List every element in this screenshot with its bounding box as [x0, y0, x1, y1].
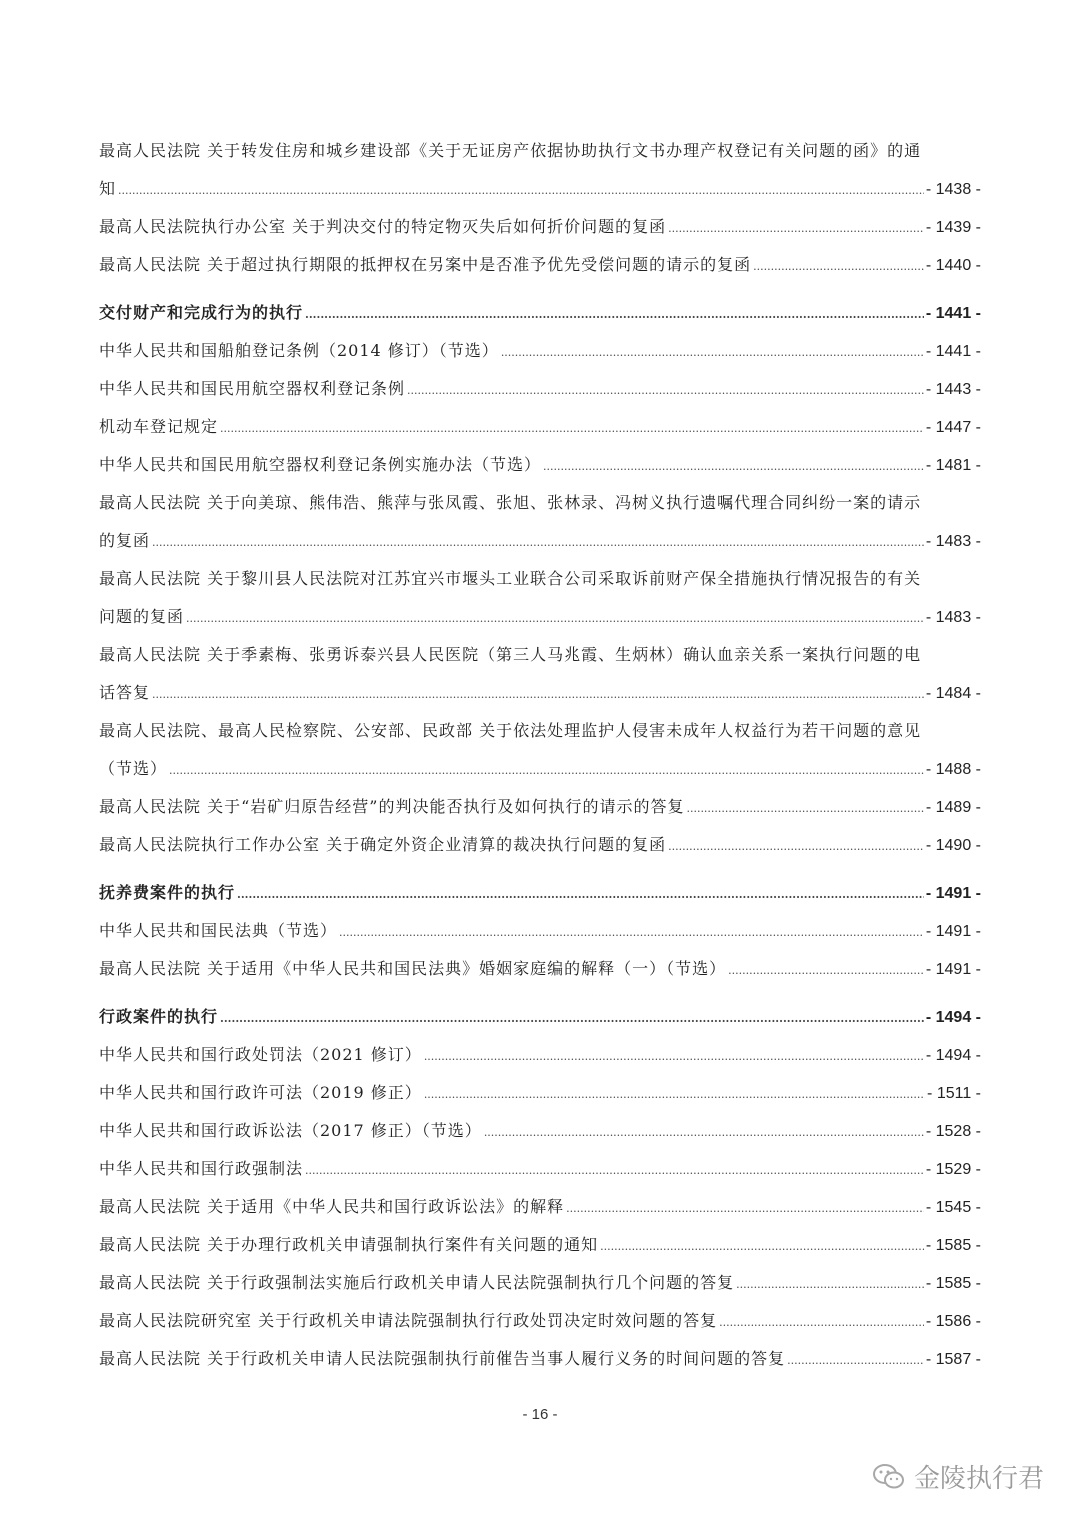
toc-entry[interactable] — [99, 1112, 981, 1150]
toc-entry-row — [99, 170, 981, 208]
toc-entry-title: 最高人民法院 关于向美琼、熊伟浩、熊萍与张凤霞、张旭、张林录、冯树义执行遗嘱代理合同纠纷一案的请示 — [99, 493, 922, 512]
toc-entry-title: 最高人民法院 关于行政强制法实施后行政机关申请人民法院强制执行几个问题的答复 — [99, 1273, 735, 1292]
dot-leader — [686, 788, 923, 828]
dot-leader — [424, 1036, 924, 1076]
wechat-icon — [872, 1462, 906, 1492]
toc-entry[interactable] — [99, 1340, 981, 1378]
dot-leader — [566, 1188, 924, 1228]
toc-entry-row — [99, 912, 981, 950]
toc-entry[interactable] — [99, 636, 981, 712]
dot-leader — [152, 674, 924, 714]
toc-entry-title-continued: 知 — [99, 179, 117, 198]
toc-entry-title-continued: 的复函 — [99, 531, 151, 550]
toc-entry-title: 中华人民共和国民法典（节选） — [99, 921, 338, 940]
dot-leader — [186, 598, 924, 638]
toc-entry[interactable] — [99, 1188, 981, 1226]
toc-page-number: - 1438 - — [925, 181, 981, 198]
dot-leader — [305, 1150, 924, 1190]
toc-entry[interactable] — [99, 332, 981, 370]
toc-page-number: - 1481 - — [925, 457, 981, 474]
toc-entry[interactable] — [99, 826, 981, 864]
toc-entry-title: 中华人民共和国行政强制法 — [99, 1159, 304, 1178]
toc-page-number: - 1483 - — [925, 533, 981, 550]
toc-entry[interactable] — [99, 132, 981, 208]
toc-entry-title: 最高人民法院 关于行政机关申请人民法院强制执行前催告当事人履行义务的时间问题的答复 — [99, 1349, 786, 1368]
toc-entry-title: 最高人民法院执行办公室 关于判决交付的特定物灭失后如何折价问题的复函 — [99, 217, 667, 236]
toc-page-number: - 1587 - — [925, 1351, 981, 1368]
toc-entry-row — [99, 1036, 981, 1074]
toc-entry-title: 最高人民法院 关于“岩矿归原告经营”的判决能否执行及如何执行的请示的答复 — [99, 797, 685, 816]
toc-entry-row — [99, 332, 981, 370]
toc-page-number: - 1585 - — [925, 1275, 981, 1292]
toc-entry-title: 最高人民法院 关于适用《中华人民共和国行政诉讼法》的解释 — [99, 1197, 565, 1216]
toc-page-number: - 1545 - — [925, 1199, 981, 1216]
dot-leader — [668, 208, 924, 248]
dot-leader — [118, 170, 924, 210]
dot-leader — [668, 826, 924, 866]
toc-page-number: - 1441 - — [925, 305, 981, 322]
toc-entry-title: 机动车登记规定 — [99, 417, 219, 436]
dot-leader — [501, 332, 924, 372]
toc-entry[interactable] — [99, 1226, 981, 1264]
toc-entry-title: 中华人民共和国船舶登记条例（2014 修订）（节选） — [99, 341, 499, 360]
toc-entry-title: 最高人民法院 关于办理行政机关申请强制执行案件有关问题的通知 — [99, 1235, 599, 1254]
toc-entry-title: 中华人民共和国行政处罚法（2021 修订） — [99, 1045, 422, 1064]
toc-entry[interactable] — [99, 1264, 981, 1302]
toc-entry-row — [99, 446, 981, 484]
toc-entry[interactable] — [99, 246, 981, 284]
watermark — [872, 1458, 1044, 1495]
toc-entry-title: 最高人民法院 关于季素梅、张勇诉泰兴县人民医院（第三人马兆霞、生炳林）确认血亲关系一案执行问题的电 — [99, 645, 922, 664]
toc-page-number: - 1441 - — [925, 343, 981, 360]
toc-entry-title: 最高人民法院 关于超过执行期限的抵押权在另案中是否准予优先受偿问题的请示的复函 — [99, 255, 752, 274]
toc-page-number: - 1483 - — [925, 609, 981, 626]
dot-leader — [152, 522, 924, 562]
toc-entry-title-continued: （节选） — [99, 759, 168, 778]
toc-entry-row — [99, 294, 981, 332]
toc-entry-title: 最高人民法院研究室 关于行政机关申请法院强制执行行政处罚决定时效问题的答复 — [99, 1311, 718, 1330]
toc-entry-row — [99, 998, 981, 1036]
dot-leader — [484, 1112, 924, 1152]
toc-entry-title: 交付财产和完成行为的执行 — [99, 303, 304, 322]
dot-leader — [600, 1226, 924, 1266]
toc-entry-row — [99, 826, 981, 864]
toc-page-number: - 1443 - — [925, 381, 981, 398]
toc-entry[interactable] — [99, 484, 981, 560]
dot-leader — [728, 950, 924, 990]
toc-entry[interactable] — [99, 950, 981, 988]
toc-entry-row — [99, 1188, 981, 1226]
toc-page-number: - 1528 - — [925, 1123, 981, 1140]
page-number: - 16 - — [522, 1406, 558, 1423]
toc-page-number: - 1586 - — [925, 1313, 981, 1330]
toc-section-heading[interactable] — [99, 874, 981, 912]
toc-entry-title-continued: 问题的复函 — [99, 607, 185, 626]
toc-entry-row — [99, 522, 981, 560]
toc-entry-row — [99, 1264, 981, 1302]
toc-page-number: - 1440 - — [925, 257, 981, 274]
dot-leader — [169, 750, 924, 790]
toc-entry[interactable] — [99, 560, 981, 636]
toc-entry-row — [99, 1074, 981, 1112]
toc-page-number: - 1494 - — [925, 1009, 981, 1026]
toc-entry-title-continued: 话答复 — [99, 683, 151, 702]
toc-page-number: - 1529 - — [925, 1161, 981, 1178]
toc-entry-row — [99, 598, 981, 636]
dot-leader — [305, 294, 924, 334]
toc-section-heading[interactable] — [99, 998, 981, 1036]
toc-page-number: - 1491 - — [925, 961, 981, 978]
toc-entry-row — [99, 1340, 981, 1378]
toc-entry-row — [99, 408, 981, 446]
dot-leader — [719, 1302, 924, 1342]
toc-page-number: - 1491 - — [925, 923, 981, 940]
table-of-contents — [99, 132, 981, 1378]
dot-leader — [753, 246, 924, 286]
toc-entry[interactable] — [99, 370, 981, 408]
toc-entry-row — [99, 370, 981, 408]
dot-leader — [736, 1264, 924, 1304]
toc-page-number: - 1484 - — [925, 685, 981, 702]
toc-entry[interactable] — [99, 408, 981, 446]
toc-entry-title: 行政案件的执行 — [99, 1007, 219, 1026]
toc-entry-title: 最高人民法院、最高人民检察院、公安部、民政部 关于依法处理监护人侵害未成年人权益行为若干问题的意见 — [99, 721, 922, 740]
toc-entry-row — [99, 1150, 981, 1188]
toc-entry-title: 最高人民法院执行工作办公室 关于确定外资企业清算的裁决执行问题的复函 — [99, 835, 667, 854]
toc-entry-title: 中华人民共和国行政诉讼法（2017 修正）（节选） — [99, 1121, 482, 1140]
toc-entry[interactable] — [99, 1302, 981, 1340]
watermark-text: 金陵执行君 — [913, 1464, 1044, 1494]
dot-leader — [220, 408, 924, 448]
toc-page-number: - 1488 - — [925, 761, 981, 778]
toc-page-number: - 1489 - — [925, 799, 981, 816]
dot-leader — [220, 998, 924, 1038]
toc-entry[interactable] — [99, 788, 981, 826]
dot-leader — [407, 370, 924, 410]
toc-entry-row — [99, 208, 981, 246]
toc-entry-title: 最高人民法院 关于适用《中华人民共和国民法典》婚姻家庭编的解释（一）（节选） — [99, 959, 727, 978]
dot-leader — [543, 446, 924, 486]
toc-entry-title: 最高人民法院 关于黎川县人民法院对江苏宜兴市堰头工业联合公司采取诉前财产保全措施执行情况报告的有关 — [99, 569, 922, 588]
toc-entry-row — [99, 750, 981, 788]
toc-page-number: - 1490 - — [925, 837, 981, 854]
dot-leader — [424, 1074, 925, 1114]
toc-entry[interactable] — [99, 1036, 981, 1074]
toc-entry-title: 最高人民法院 关于转发住房和城乡建设部《关于无证房产依据协助执行文书办理产权登记有关问题的函》的通 — [99, 141, 922, 160]
toc-entry-row — [99, 1226, 981, 1264]
toc-entry-row — [99, 1112, 981, 1150]
toc-entry-title: 中华人民共和国民用航空器权利登记条例 — [99, 379, 406, 398]
toc-page-number: - 1494 - — [925, 1047, 981, 1064]
toc-page-number: - 1447 - — [925, 419, 981, 436]
toc-page-number: - 1511 - — [927, 1085, 981, 1102]
toc-entry-row — [99, 1302, 981, 1340]
toc-entry[interactable] — [99, 208, 981, 246]
toc-entry-row — [99, 950, 981, 988]
toc-entry[interactable] — [99, 1150, 981, 1188]
toc-entry-title: 中华人民共和国民用航空器权利登记条例实施办法（节选） — [99, 455, 542, 474]
dot-leader — [339, 912, 924, 952]
toc-page-number: - 1491 - — [925, 885, 981, 902]
toc-entry-row — [99, 788, 981, 826]
toc-page-number: - 1585 - — [925, 1237, 981, 1254]
toc-section-heading[interactable] — [99, 294, 981, 332]
toc-entry-row — [99, 674, 981, 712]
toc-entry-title: 中华人民共和国行政许可法（2019 修正） — [99, 1083, 422, 1102]
toc-entry[interactable] — [99, 1074, 981, 1112]
toc-entry[interactable] — [99, 912, 981, 950]
dot-leader — [787, 1340, 924, 1380]
toc-entry-row — [99, 874, 981, 912]
toc-entry[interactable] — [99, 446, 981, 484]
toc-entry-title: 抚养费案件的执行 — [99, 883, 236, 902]
toc-page-number: - 1439 - — [925, 219, 981, 236]
toc-entry-row — [99, 246, 981, 284]
toc-entry[interactable] — [99, 712, 981, 788]
dot-leader — [237, 874, 924, 914]
